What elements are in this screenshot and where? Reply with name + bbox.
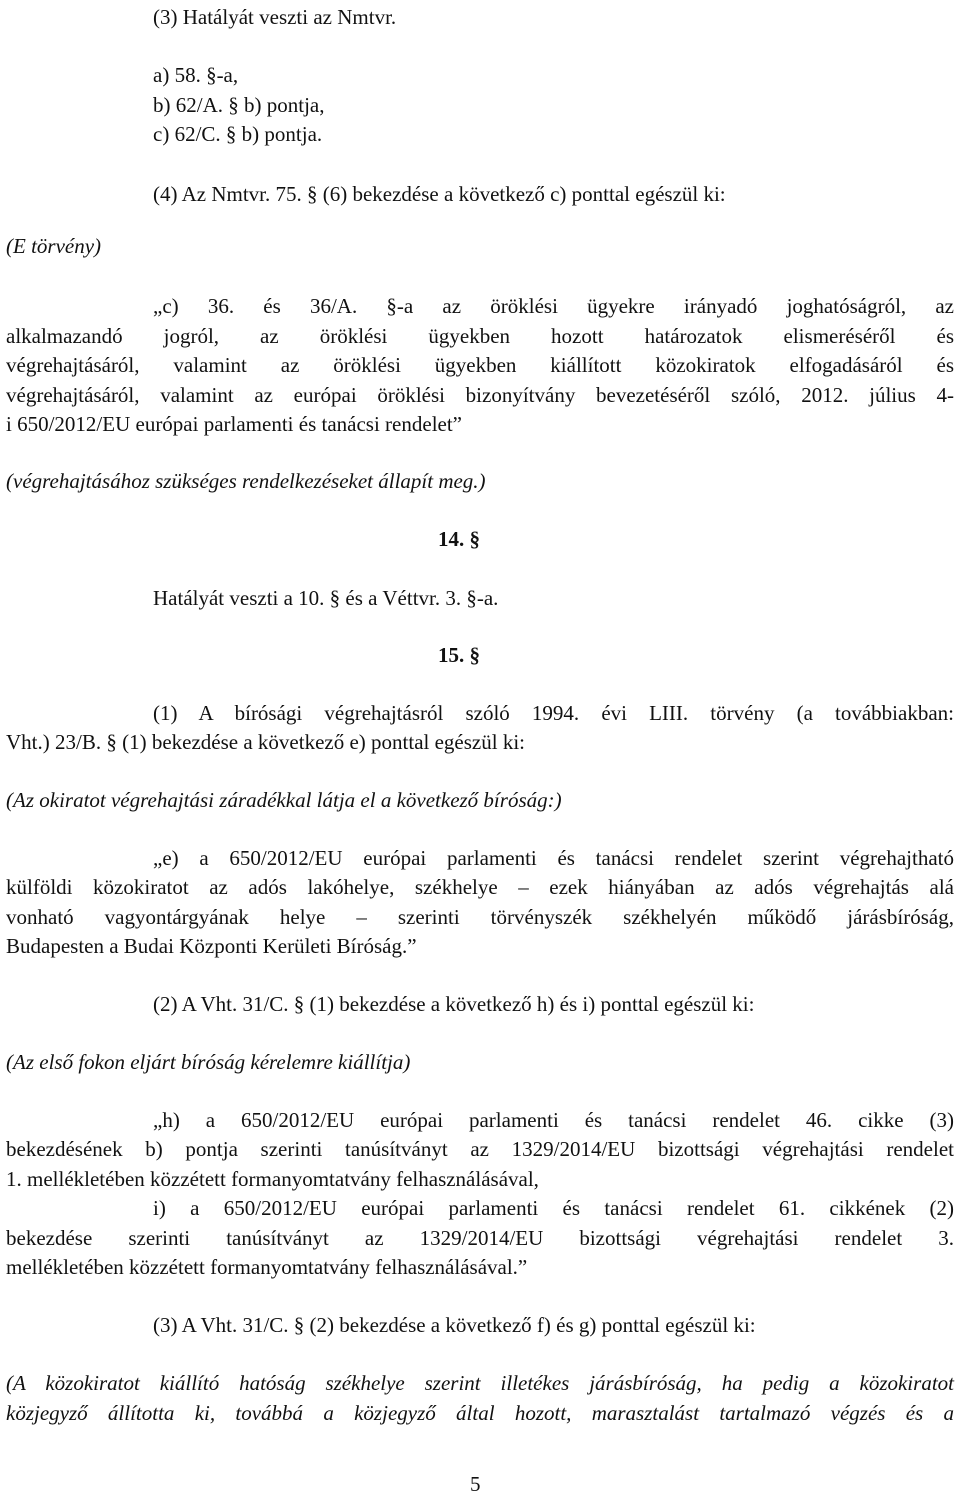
context-note: (A közokiratot kiállító hatóság székhelye szerint illetékes járásbíróság, ha pedig a közokiratot <box>6 1371 954 1395</box>
paragraph-line: (3) A Vht. 31/C. § (2) bekezdése a következő f) és g) ponttal egészül ki: <box>153 1313 756 1337</box>
paragraph-line: Vht.) 23/B. § (1) bekezdése a következő e) ponttal egészül ki: <box>6 730 525 754</box>
section-heading-14: 14. § <box>438 527 480 551</box>
quote-line: „e) a 650/2012/EU európai parlamenti és tanácsi rendelet szerint végrehajtható <box>153 846 954 870</box>
quote-line: 1. mellékletében közzétett formanyomtatvány felhasználásával, <box>6 1167 539 1191</box>
list-item-c: c) 62/C. § b) pontja. <box>153 122 323 146</box>
quote-line: külföldi közokiratot az adós lakóhelye, székhelye – ezek hiányában az adós végrehajtás alá <box>6 875 954 899</box>
quote-line: Budapesten a Budai Központi Kerületi Bíróság.” <box>6 934 417 958</box>
quote-line: i 650/2012/EU európai parlamenti és tanácsi rendelet” <box>6 412 463 436</box>
paragraph-line: (2) A Vht. 31/C. § (1) bekezdése a következő h) és i) ponttal egészül ki: <box>153 992 755 1016</box>
context-note: (Az első fokon eljárt bíróság kérelemre kiállítja) <box>6 1050 411 1074</box>
page-number: 5 <box>470 1472 481 1496</box>
section-heading-15: 15. § <box>438 643 480 667</box>
list-item-b: b) 62/A. § b) pontja, <box>153 93 325 117</box>
quote-line: „h) a 650/2012/EU európai parlamenti és tanácsi rendelet 46. cikke (3) <box>153 1108 954 1132</box>
quote-line: végrehajtásáról, valamint az öröklési ügyekben kiállított közokiratok elfogadásáról és <box>6 353 954 377</box>
list-item-a: a) 58. §-a, <box>153 63 239 87</box>
context-note: (végrehajtásához szükséges rendelkezéseket állapít meg.) <box>6 469 486 493</box>
paragraph-3-heading: (3) Hatályát veszti az Nmtvr. <box>153 5 397 29</box>
quote-line: mellékletében közzétett formanyomtatvány felhasználásával.” <box>6 1255 528 1279</box>
paragraph-line: (1) A bírósági végrehajtásról szóló 1994. évi LIII. törvény (a továbbiakban: <box>153 701 954 725</box>
quote-line: bekezdésének b) pontja szerinti tanúsítványt az 1329/2014/EU bizottsági végrehajtási rendelet <box>6 1137 954 1161</box>
context-note: közjegyző állította ki, továbbá a közjegyző által hozott, marasztalást tartalmazó végzés és a <box>6 1401 954 1425</box>
section-14-text: Hatályát veszti a 10. § és a Véttvr. 3. §-a. <box>153 586 499 610</box>
context-note: (Az okiratot végrehajtási záradékkal látja el a következő bíróság:) <box>6 788 562 812</box>
context-note: (E törvény) <box>6 234 102 258</box>
quote-line: i) a 650/2012/EU európai parlamenti és tanácsi rendelet 61. cikkének (2) <box>153 1196 954 1220</box>
paragraph-4-heading: (4) Az Nmtvr. 75. § (6) bekezdése a következő c) ponttal egészül ki: <box>153 182 726 206</box>
quote-line: végrehajtásáról, valamint az európai öröklési bizonyítvány bevezetéséről szóló, 2012. július 4- <box>6 383 954 407</box>
quote-line: alkalmazandó jogról, az öröklési ügyekben hozott határozatok elismeréséről és <box>6 324 954 348</box>
quote-line: bekezdése szerinti tanúsítványt az 1329/2014/EU bizottsági végrehajtási rendelet 3. <box>6 1226 954 1250</box>
quote-line: „c) 36. és 36/A. §-a az öröklési ügyekre irányadó joghatóságról, az <box>153 294 954 318</box>
quote-line: vonható vagyontárgyának helye – szerinti törvényszék székhelyén működő járásbíróság, <box>6 905 954 929</box>
